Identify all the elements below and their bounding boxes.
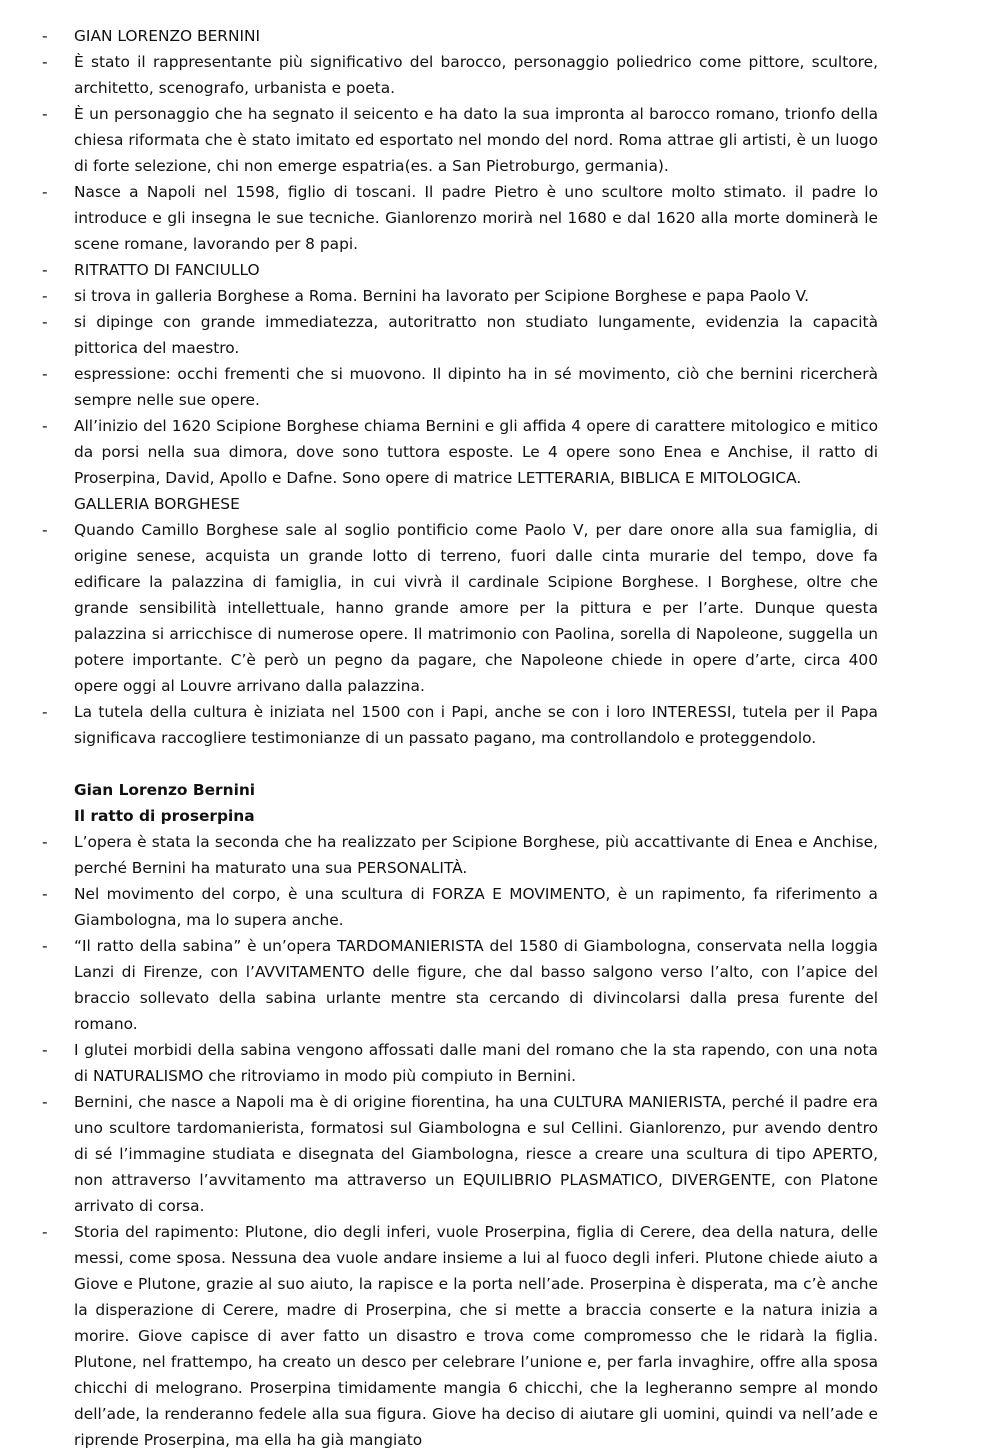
section-heading [42,803,878,829]
item-text: La tutela della cultura è iniziata nel 1500 con i Papi, anche se con i loro INTERESSI, tutela per il Papa significava raccogliere testimonianze di un passato pagano, ma controllandolo e proteggendolo. [74,703,878,747]
item-text: È un personaggio che ha segnato il seicento e ha dato la sua impronta al barocco romano, trionfo della chiesa riformata che è stato imitato ed esportato nel mondo del nord. Roma attrae gli artisti, è un luogo di forte selezione, chi non emerge espatria(es. a San Pietroburgo, germania). [74,105,878,175]
dash-marker: - [42,1041,48,1059]
bullet-item [42,179,878,257]
item-text: espressione: occhi frementi che si muovono. Il dipinto ha in sé movimento, ciò che bernini ricercherà sempre nelle sue opere. [74,365,878,409]
dash-marker: - [42,53,48,71]
dash-marker: - [42,105,48,123]
bullet-item [42,829,878,881]
bullet-item [42,517,878,699]
dash-marker: - [42,27,48,45]
dash-marker: - [42,521,48,539]
dash-marker: - [42,261,48,279]
bullet-item [42,23,878,49]
plain-line [42,491,878,517]
dash-marker: - [42,365,48,383]
bullet-item [42,49,878,101]
bullet-item [42,1089,878,1219]
bullet-item [42,1037,878,1089]
item-text: Gian Lorenzo Bernini [74,781,256,799]
paragraph-gap [42,751,878,777]
dash-marker: - [42,1223,48,1241]
item-text: Nel movimento del corpo, è una scultura di FORZA E MOVIMENTO, è un rapimento, fa riferimento a Giambologna, ma lo supera anche. [74,885,878,929]
bullet-item [42,699,878,751]
dash-marker: - [42,287,48,305]
bullet-item [42,283,878,309]
item-text: GALLERIA BORGHESE [74,495,240,513]
bullet-item [42,1219,878,1453]
document-page [42,23,878,1453]
item-text: È stato il rappresentante più significativo del barocco, personaggio poliedrico come pittore, scultore, architetto, scenografo, urbanista e poeta. [74,53,878,97]
item-text: si dipinge con grande immediatezza, autoritratto non studiato lungamente, evidenzia la capacità pittorica del maestro. [74,313,878,357]
item-text: Bernini, che nasce a Napoli ma è di origine fiorentina, ha una CULTURA MANIERISTA, perché il padre era uno scultore tardomanierista, formatosi sul Giambologna e sul Cellini. Gianlorenzo, pur avendo dentro di sé l’immagine studiata e disegnata del Giambologna, riesce a creare una scultura di tipo APERTO, non attraverso l’avvitamento ma attraverso un EQUILIBRIO PLASMATICO, DIVERGENTE, con Platone arrivato di corsa. [74,1093,878,1215]
dash-marker: - [42,417,48,435]
section-heading [42,777,878,803]
dash-marker: - [42,833,48,851]
dash-marker: - [42,313,48,331]
bullet-item [42,101,878,179]
bullet-item [42,933,878,1037]
dash-marker: - [42,885,48,903]
item-text: L’opera è stata la seconda che ha realizzato per Scipione Borghese, più accattivante di Enea e Anchise, perché Bernini ha maturato una sua PERSONALITÀ. [74,833,878,877]
bullet-item [42,309,878,361]
item-text: I glutei morbidi della sabina vengono affossati dalle mani del romano che la sta rapendo, con una nota di NATURALISMO che ritroviamo in modo più compiuto in Bernini. [74,1041,878,1085]
item-text: Quando Camillo Borghese sale al soglio pontificio come Paolo V, per dare onore alla sua famiglia, di origine senese, acquista un grande lotto di terreno, fuori dalle cinta murarie del tempo, dove fa edificare la palazzina di famiglia, in cui vivrà il cardinale Scipione Borghese. I Borghese, oltre che grande sensibilità intellettuale, hanno grande amore per la pittura e per l’arte. Dunque questa palazzina si arricchisce di numerose opere. Il matrimonio con Paolina, sorella di Napoleone, suggella un potere importante. C’è però un pegno da pagare, che Napoleone chiede in opere d’arte, circa 400 opere oggi al Louvre arrivano dalla palazzina. [74,521,878,695]
bullet-item [42,257,878,283]
item-text: Nasce a Napoli nel 1598, figlio di toscani. Il padre Pietro è uno scultore molto stimato. il padre lo introduce e gli insegna le sue tecniche. Gianlorenzo morirà nel 1680 e dal 1620 alla morte dominerà le scene romane, lavorando per 8 papi. [74,183,878,253]
item-text: Il ratto di proserpina [74,807,255,825]
bullet-item [42,881,878,933]
item-text: All’inizio del 1620 Scipione Borghese chiama Bernini e gli affida 4 opere di carattere mitologico e mitico da porsi nella sua dimora, dove sono tuttora esposte. Le 4 opere sono Enea e Anchise, il ratto di Proserpina, David, Apollo e Dafne. Sono opere di matrice LETTERARIA, BIBLICA E MITOLOGICA. [74,417,878,487]
item-text: GIAN LORENZO BERNINI [74,27,261,45]
bullet-item [42,413,878,491]
dash-marker: - [42,703,48,721]
dash-marker: - [42,1093,48,1111]
dash-marker: - [42,937,48,955]
item-text: si trova in galleria Borghese a Roma. Bernini ha lavorato per Scipione Borghese e papa Paolo V. [74,287,809,305]
bullet-item [42,361,878,413]
item-text: Storia del rapimento: Plutone, dio degli inferi, vuole Proserpina, figlia di Cerere, dea della natura, delle messi, come sposa. Nessuna dea vuole andare insieme a lui al fuoco degli inferi. Plutone chiede aiuto a Giove e Plutone, grazie al suo aiuto, la rapisce e la porta nell’ade. Proserpina è disperata, ma c’è anche la disperazione di Cerere, madre di Proserpina, che si mette a braccia conserte e la natura inizia a morire. Giove capisce di aver fatto un disastro e trova come compromesso che le ridarà la figlia. Plutone, nel frattempo, ha creato un desco per celebrare l’unione e, per farla invaghire, offre alla sposa chicchi di melograno. Proserpina timidamente mangia 6 chicchi, che la legheranno sempre al mondo dell’ade, la renderanno fedele alla sua figura. Giove ha deciso di aiutare gli uomini, quindi va nell’ade e riprende Proserpina, ma ella ha già mangiato [74,1223,878,1449]
item-text: “Il ratto della sabina” è un’opera TARDOMANIERISTA del 1580 di Giambologna, conservata nella loggia Lanzi di Firenze, con l’AVVITAMENTO delle figure, che dal basso salgono verso l’alto, con l’apice del braccio sollevato della sabina urlante mentre sta cercando di divincolarsi dalla presa furente del romano. [74,937,878,1033]
item-text: RITRATTO DI FANCIULLO [74,261,260,279]
dash-marker: - [42,183,48,201]
